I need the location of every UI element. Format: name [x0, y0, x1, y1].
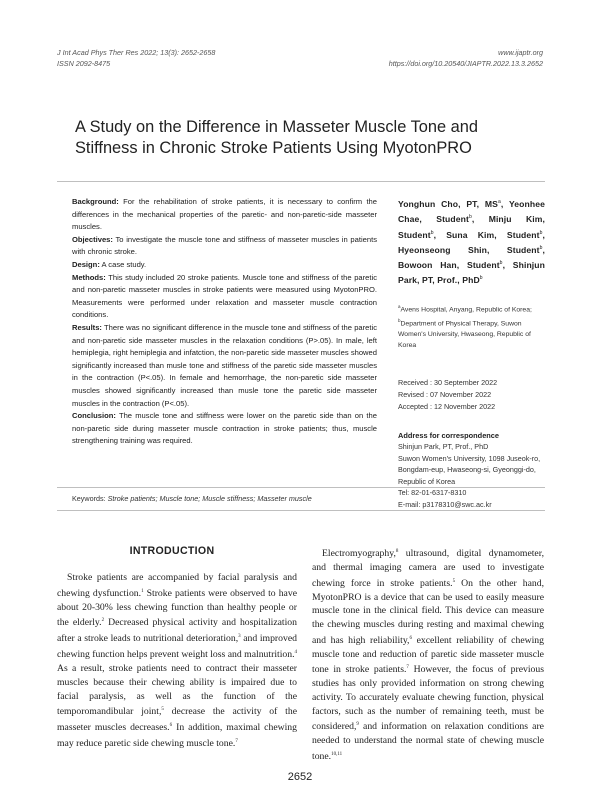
design-text: A case study. — [99, 259, 147, 269]
conclusion-text: The muscle tone and stiffness were lower on the paretic side than on the non-paretic side during masseter muscle contraction in stroke patients; thus, muscle strengthening training was required. — [72, 411, 377, 446]
results-label: Results: — [72, 322, 102, 332]
revised-date: Revised : 07 November 2022 — [398, 389, 492, 399]
abstract-background — [72, 196, 377, 234]
intro-column-1: Stroke patients are accompanied by facial paralysis and chewing dysfunction.$^1$ Stroke patients were observed to have about 20-30% less chewing function than healthy people or the elderly.$^2$ Decreased physical activity and hospitalization after a stroke leads to nutritional deterioration,$^3$ and improved chewing function helps prevent weight loss and malnutrition.$^4$ As a result, stroke patients need to contract their masseter muscles because their chewing ability is impaired due to facial paralysis, as well as the function of the temporomandibular joint,$^5$ decrease the activity of the masseter muscles decreases.$^6$ In addition, maximal chewing may reduce paretic side chewing muscle tone.$^7$ — [57, 572, 298, 750]
abstract-objectives — [72, 234, 377, 259]
accepted-date: Accepted : 12 November 2022 — [398, 401, 496, 411]
journal-website-link[interactable]: www.ijaptr.org — [498, 48, 543, 57]
journal-issn: ISSN 2092-8475 — [57, 59, 111, 68]
results-text: There was no significant difference in the muscle tone and stiffness of the paretic and non-paretic side masseter muscles in the relaxation conditions (P>.05). In male, left hemiplegia, right hemiplegia and infatction, the non-paretic side masseter muscles showed significantly increased than musle tone and stiffness of the paretic side masseter muscles in the contraction (P<.05). In female and hemorrhage, the non-paretic side masseter muscles showed significantly increased than musle tone the paretic side masseter muscles in the contraction (P<.05). — [72, 322, 377, 408]
correspondence-heading: Address for correspondence — [398, 431, 500, 441]
methods-text: This study included 20 stroke patients. Muscle tone and stiffness of the paretic and non-paretic masseter muscles in stroke patients were measured using MyotonPRO. Measurements were performed under relaxation and masseter muscle contraction conditions. — [72, 272, 377, 320]
correspondence-address: Suwon Women's University, 1098 Juseok-ro, Bongdam-eup, Hwaseong-si, Gyeonggi-do, Republic of Korea — [398, 453, 541, 486]
article-info-sidebar — [398, 196, 545, 511]
keywords-divider — [57, 487, 545, 488]
correspondence-email[interactable]: E-mail: p3178310@swc.ac.kr — [398, 500, 492, 510]
title-line-1: A Study on the Difference in Masseter Muscle Tone and — [75, 118, 479, 136]
journal-header-left — [57, 47, 215, 69]
section-heading-introduction: INTRODUCTION — [129, 545, 215, 557]
keywords — [72, 494, 542, 503]
conclusion-label: Conclusion: — [72, 411, 116, 421]
keywords-label: Keywords: — [72, 494, 108, 503]
doi-link[interactable]: https://doi.org/10.20540/JIAPTR.2022.13.3.2652 — [388, 59, 543, 68]
design-label: Design: — [72, 259, 100, 269]
background-label: Background: — [72, 197, 119, 206]
objectives-text: To investigate the muscle tone and stiffness of masseter muscles in patients with chronic stroke. — [72, 234, 377, 257]
methods-label: Methods: — [72, 272, 106, 282]
affiliations: $^a$Avens Hospital, Anyang, Republic of Korea; $^b$Department of Physical Therapy, Suwon Women's University, Hwaseong, Republic of Korea — [398, 303, 532, 349]
top-divider — [57, 181, 545, 182]
abstract-results — [72, 322, 377, 410]
author-list: Yonghun Cho, PT, $MS^a$, Yeonhee Chae, Student$^b$, Minju Kim, Student$^b$, Suna Kim, Student$^b$, Hyeonseong Shin, Student$^b$, Bowoon Han, Student$^b$, Shinjun Park, PT, Prof., PhD$^b$ — [398, 198, 546, 286]
objectives-label: Objectives: — [72, 234, 113, 244]
bottom-divider — [57, 510, 545, 511]
keywords-value: Stroke patients; Muscle tone; Muscle stiffness; Masseter muscle — [107, 494, 312, 503]
correspondence-tel: Tel: 82-01-6317-8310 — [398, 488, 467, 498]
journal-header-right — [389, 47, 543, 69]
journal-citation: J Int Acad Phys Ther Res 2022; 13(3): 2652-2658 — [57, 48, 216, 57]
article-dates — [398, 377, 545, 412]
intro-column-2: Electromyography,$^8$ ultrasound, digital dynamometer, and thermal imaging camera are used to investigate chewing force in stroke patients.$^5$ On the other hand, MyotonPRO is a device that can be used to easily measure muscle tone in the clinical field. This device can measure the chewing muscles during resting and maximal chewing and has high reliability,$^6$ excellent reliability of chewing muscle tone and reduction of paretic side masseter muscle tone in stroke patients.$^7$ However, the focus of previous studies has only provided information on strong chewing activity. To accurately evaluate chewing function, physical factors, such as the number of remaining teeth, must be considered,$^9$ and information on relaxation conditions are needed to understand the normal state of chewing muscle tone.$^{10,11}$ — [312, 548, 544, 763]
article-title — [75, 117, 545, 159]
correspondence-name: Shinjun Park, PT, Prof., PhD — [398, 442, 489, 452]
background-text: For the rehabilitation of stroke patients, it is necessary to confirm the differences in the mechanical properties of the paretic- and non-paretic-side masseter muscles. — [72, 197, 377, 232]
abstract-methods — [72, 272, 377, 322]
abstract — [72, 196, 377, 448]
abstract-conclusion — [72, 410, 377, 448]
abstract-design — [72, 259, 377, 272]
received-date: Received : 30 September 2022 — [398, 378, 498, 388]
page-number: 2652 — [287, 771, 313, 783]
title-line-2: Stiffness in Chronic Stroke Patients Using MyotonPRO — [75, 139, 472, 157]
